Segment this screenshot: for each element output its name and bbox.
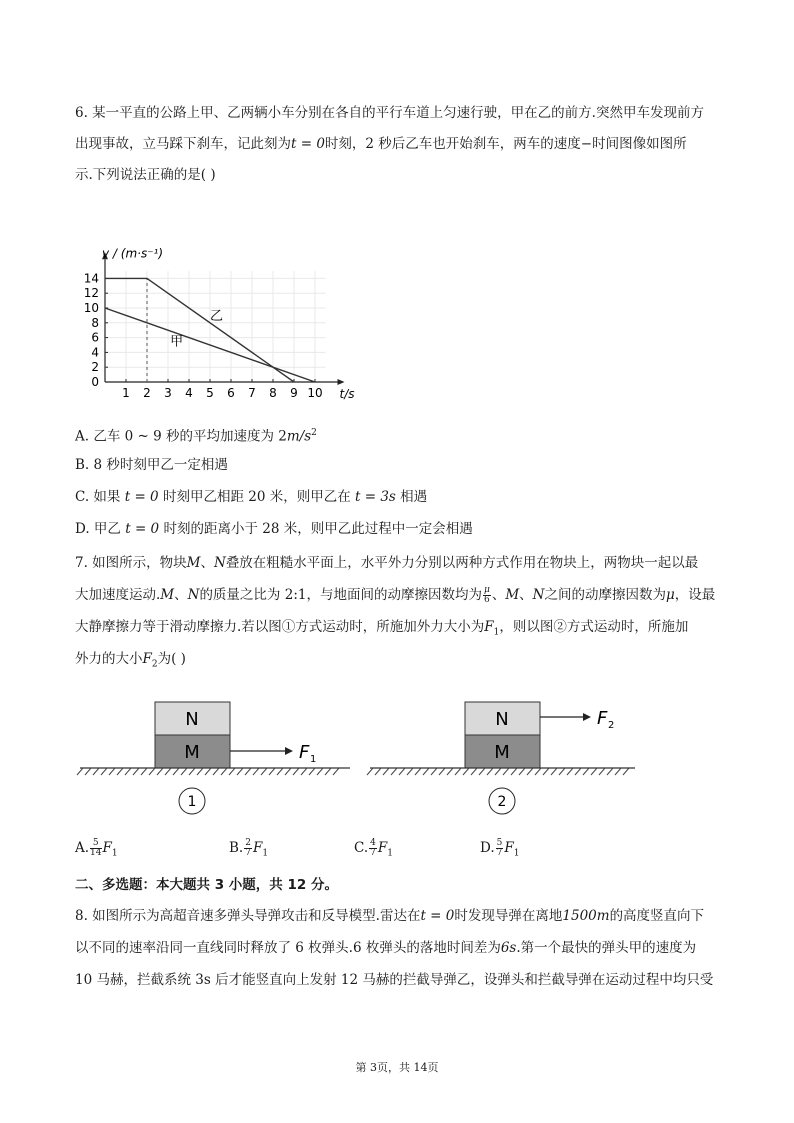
- hatch-mark: [535, 768, 541, 775]
- frac-den: 7: [370, 848, 376, 858]
- q8-line-3: 10 马赫，拦截系统 3s 后才能竖直向上发射 12 马赫的拦截导弹乙，设弹头和拦截导弹在运动过程中均只受: [75, 972, 714, 988]
- q7-mu: μ: [665, 587, 675, 603]
- q6-option-c-text: 相遇: [400, 489, 428, 505]
- hatch-mark: [165, 768, 171, 775]
- hatch-mark: [101, 768, 107, 775]
- q7-text: 大静摩擦力等于滑动摩擦力.若以图: [75, 619, 282, 635]
- hatch-mark: [189, 768, 195, 775]
- frac-num: 2: [245, 838, 251, 848]
- q7-option-d-frac: [496, 839, 504, 858]
- force-label-f2-sub: 2: [608, 720, 615, 731]
- hatch-mark: [125, 768, 131, 775]
- q6-option-d-text: 时刻的距离小于 28 米，则甲乙此过程中一定会相遇: [163, 521, 473, 537]
- ground-hatch: [77, 768, 339, 775]
- hatch-mark: [479, 768, 485, 775]
- x-tick-label: 7: [248, 386, 256, 400]
- hatch-mark: [367, 768, 373, 775]
- hatch-mark: [471, 768, 477, 775]
- x-tick-label: 6: [227, 386, 235, 400]
- q6-option-a: [75, 423, 317, 447]
- q7-option-b-f: F: [252, 840, 263, 856]
- q8-text: 的高度竖直向下: [609, 908, 705, 924]
- q6-option-d-text: D. 甲乙: [75, 521, 121, 537]
- x-tick-label: 2: [143, 386, 151, 400]
- q6-line-1: 6. 某一平直的公路上甲、乙两辆小车分别在各自的平行车道上匀速行驶，甲在乙的前方.突然甲车发现前方: [75, 105, 704, 121]
- q7-N: N: [532, 587, 545, 603]
- q8-dt: 6s: [500, 940, 517, 956]
- hatch-mark: [463, 768, 469, 775]
- hatch-mark: [333, 768, 339, 775]
- q8-text: .第一个最快的弹头甲的速度为: [516, 940, 697, 956]
- hatch-mark: [375, 768, 381, 775]
- q7-text: 叠放在粗糙水平面上，水平外力分别以两种方式作用在物块上，两物块一起以最: [225, 555, 699, 571]
- hatch-mark: [117, 768, 123, 775]
- hatch-mark: [543, 768, 549, 775]
- q7-option-d-label: D.: [480, 840, 495, 856]
- q7-circle-1: ①: [281, 619, 296, 635]
- x-tick-label: 3: [164, 386, 172, 400]
- q7-M: M: [160, 587, 175, 603]
- q7-text: 方式运动时，所施加: [566, 619, 689, 635]
- q7-text: 为( ): [157, 651, 186, 667]
- q7-frac-num: μ: [483, 585, 490, 595]
- q7-option-b-label: B.: [229, 840, 244, 856]
- q7-M: M: [505, 587, 520, 603]
- force-label-f1: F: [299, 742, 310, 763]
- q8-text: 以不同的速率沿同一直线同时释放了 6 枚弹头.6 枚弹头的落地时间差为: [75, 940, 501, 956]
- series-label-yi: 乙: [210, 308, 224, 324]
- q6-line-3: 示.下列说法正确的是( ): [75, 167, 216, 183]
- hatch-mark: [173, 768, 179, 775]
- force-label-f2: F: [597, 708, 608, 729]
- hatch-mark: [301, 768, 307, 775]
- y-axis-label: v / (m·s⁻¹): [102, 246, 164, 261]
- q7-option-c-sub: 1: [387, 848, 393, 859]
- figure-1-number: 1: [187, 794, 197, 810]
- q6-text: 时刻，2 秒后乙车也开始刹车，两车的速度−时间图像如图所: [324, 136, 687, 152]
- hatch-mark: [431, 768, 437, 775]
- q6-option-c-t0: t = 0: [124, 489, 159, 505]
- hatch-mark: [133, 768, 139, 775]
- y-tick-label: 8: [91, 315, 99, 330]
- y-tick-label: 2: [91, 360, 99, 375]
- q6-option-d-t0: t = 0: [125, 521, 160, 537]
- x-tick-label: 1: [122, 386, 130, 400]
- series-line-yi: [105, 278, 294, 382]
- q6-option-a-text: A. 乙车 0 ~ 9 秒的平均加速度为 2: [75, 428, 287, 445]
- q7-frac-den: 6: [484, 595, 490, 605]
- q7-M: M: [186, 555, 201, 571]
- y-tick-label: 14: [83, 271, 99, 286]
- q6-option-c-t: t = 3s: [355, 489, 396, 505]
- q7-F1: F: [484, 619, 494, 635]
- hatch-mark: [591, 768, 597, 775]
- hatch-mark: [245, 768, 251, 775]
- x-tick-label: 4: [185, 386, 193, 400]
- hatch-mark: [391, 768, 397, 775]
- q6-t0: t = 0: [291, 136, 325, 152]
- frac-den: 7: [496, 848, 503, 858]
- q7-sep: 、: [491, 587, 506, 603]
- hatch-mark: [439, 768, 445, 775]
- hatch-mark: [149, 768, 155, 775]
- page-footer: 第 3页，共 14页: [355, 1061, 439, 1074]
- frac-num: 5: [90, 839, 101, 849]
- hatch-mark: [495, 768, 501, 775]
- q7-text: 7. 如图所示，物块: [75, 555, 187, 571]
- hatch-mark: [623, 768, 629, 775]
- hatch-mark: [511, 768, 517, 775]
- q8-t0: t = 0: [420, 908, 455, 924]
- q6-option-c-text: C. 如果: [75, 489, 121, 505]
- hatch-mark: [237, 768, 243, 775]
- block-m-label: M: [184, 742, 200, 763]
- q7-text: 外力的大小: [75, 651, 143, 667]
- q7-option-b-frac: [244, 839, 252, 858]
- hatch-mark: [415, 768, 421, 775]
- frac-num: 5: [496, 838, 503, 848]
- x-tick-label: 5: [206, 386, 214, 400]
- hatch-mark: [383, 768, 389, 775]
- x-tick-label: 9: [290, 386, 298, 400]
- ground-hatch: [367, 768, 629, 775]
- hatch-mark: [261, 768, 267, 775]
- y-tick-label: 4: [91, 345, 99, 360]
- y-tick-label: 10: [83, 301, 99, 315]
- hatch-mark: [519, 768, 525, 775]
- hatch-mark: [599, 768, 605, 775]
- q8-line-1: [75, 906, 704, 926]
- q7-sep: 、: [174, 587, 188, 603]
- q7-N: N: [214, 555, 226, 571]
- hatch-mark: [181, 768, 187, 775]
- q8-text: 时发现导弹在离地: [454, 908, 563, 924]
- y-tick-label: 0: [91, 375, 99, 389]
- q7-sep: 、: [200, 555, 214, 571]
- q7-text: 大加速度运动.: [75, 587, 161, 603]
- q7-F2-sub: 2: [151, 659, 158, 670]
- section-heading: 二、多选题：本大题共 3 小题，共 12 分。: [75, 877, 338, 893]
- q7-sep: 、: [519, 587, 533, 603]
- hatch-mark: [85, 768, 91, 775]
- force-label-f1-sub: 1: [310, 754, 317, 765]
- q7-line-3: [75, 617, 688, 643]
- q7-option-d-f: F: [504, 840, 514, 856]
- q8-height: 1500m: [562, 908, 610, 924]
- velocity-time-chart: [70, 195, 380, 410]
- q7-circle-2: ②: [553, 619, 567, 635]
- hatch-mark: [77, 768, 83, 775]
- q7-F2: F: [142, 651, 152, 667]
- figure-2-number: 2: [497, 794, 507, 810]
- hatch-mark: [527, 768, 533, 775]
- hatch-mark: [583, 768, 589, 775]
- q6-option-a-unit: m/s: [286, 428, 312, 445]
- hatch-mark: [277, 768, 283, 775]
- hatch-mark: [317, 768, 323, 775]
- q6-option-c: [75, 487, 427, 507]
- frac-den: 7: [245, 848, 251, 858]
- q7-text: 方式运动时，所施加外力大小为: [295, 619, 485, 635]
- hatch-mark: [213, 768, 219, 775]
- hatch-mark: [487, 768, 493, 775]
- hatch-mark: [615, 768, 621, 775]
- hatch-mark: [309, 768, 315, 775]
- y-tick-label: 12: [83, 286, 99, 301]
- q6-line-2: [75, 134, 687, 154]
- q7-mu-fraction: [483, 586, 491, 605]
- q7-text: 之间的动摩擦因数为: [544, 587, 666, 603]
- q6-option-c-text: 时刻甲乙相距 20 米，则甲乙在: [162, 489, 351, 505]
- q7-option-a: [75, 838, 118, 864]
- y-tick-label: 6: [91, 330, 99, 345]
- series-label-jia: 甲: [170, 334, 184, 350]
- hatch-mark: [567, 768, 573, 775]
- hatch-mark: [205, 768, 211, 775]
- q7-text: ，设最: [674, 587, 716, 603]
- q7-option-a-f: F: [102, 840, 112, 856]
- hatch-mark: [197, 768, 203, 775]
- q7-option-c-frac: [369, 839, 377, 858]
- q7-option-d-sub: 1: [513, 848, 520, 859]
- hatch-mark: [423, 768, 429, 775]
- force-arrow-head: [583, 713, 591, 721]
- hatch-mark: [229, 768, 235, 775]
- q7-text: ，则以图: [499, 619, 554, 635]
- hatch-mark: [399, 768, 405, 775]
- q7-line-4: [75, 649, 186, 675]
- block-m-label: M: [494, 742, 510, 763]
- hatch-mark: [607, 768, 613, 775]
- q8-line-2: [75, 938, 696, 958]
- hatch-mark: [293, 768, 299, 775]
- q6-option-b: B. 8 秒时刻甲乙一定相遇: [75, 457, 228, 473]
- q7-option-d: [480, 838, 519, 864]
- q7-N: N: [187, 587, 200, 603]
- q7-option-c-label: C.: [354, 840, 369, 856]
- hatch-mark: [503, 768, 509, 775]
- q8-text: 8. 如图所示为高超音速多弹头导弹攻击和反导模型.雷达在: [75, 908, 421, 924]
- x-axis-label: t/s: [339, 387, 355, 401]
- x-axis-arrow: [338, 379, 345, 385]
- block-figure-1: [75, 695, 365, 825]
- hatch-mark: [559, 768, 565, 775]
- block-n-label: N: [495, 709, 509, 730]
- q7-option-a-sub: 1: [111, 848, 118, 859]
- frac-den: 14: [90, 848, 102, 858]
- q7-F1-sub: 1: [493, 627, 500, 638]
- q7-option-b: [229, 838, 268, 864]
- hatch-mark: [285, 768, 291, 775]
- hatch-mark: [407, 768, 413, 775]
- q6-option-a-exp: 2: [311, 428, 317, 438]
- hatch-mark: [447, 768, 453, 775]
- hatch-mark: [221, 768, 227, 775]
- hatch-mark: [253, 768, 259, 775]
- q7-option-a-label: A.: [75, 840, 90, 856]
- hatch-mark: [93, 768, 99, 775]
- x-tick-label: 10: [307, 386, 323, 400]
- q7-option-b-sub: 1: [262, 848, 269, 859]
- x-tick-label: 8: [269, 386, 277, 400]
- q6-text: 出现事故，立马踩下刹车，记此刻为: [75, 136, 291, 152]
- block-figure-2: [365, 695, 655, 825]
- frac-num: 4: [370, 838, 376, 848]
- q7-text: 的质量之比为 2:1，与地面间的动摩擦因数均为: [199, 587, 482, 603]
- hatch-mark: [141, 768, 147, 775]
- hatch-mark: [575, 768, 581, 775]
- q7-option-c-f: F: [377, 840, 388, 856]
- q7-option-c: [354, 838, 393, 864]
- force-arrow-head: [285, 747, 293, 755]
- hatch-mark: [325, 768, 331, 775]
- block-n-label: N: [185, 709, 199, 730]
- hatch-mark: [157, 768, 163, 775]
- q7-line-2: [75, 585, 715, 605]
- hatch-mark: [109, 768, 115, 775]
- hatch-mark: [551, 768, 557, 775]
- q6-option-d: [75, 519, 473, 539]
- hatch-mark: [455, 768, 461, 775]
- hatch-mark: [269, 768, 275, 775]
- q7-option-a-frac: [90, 839, 101, 858]
- q7-line-1: [75, 553, 698, 573]
